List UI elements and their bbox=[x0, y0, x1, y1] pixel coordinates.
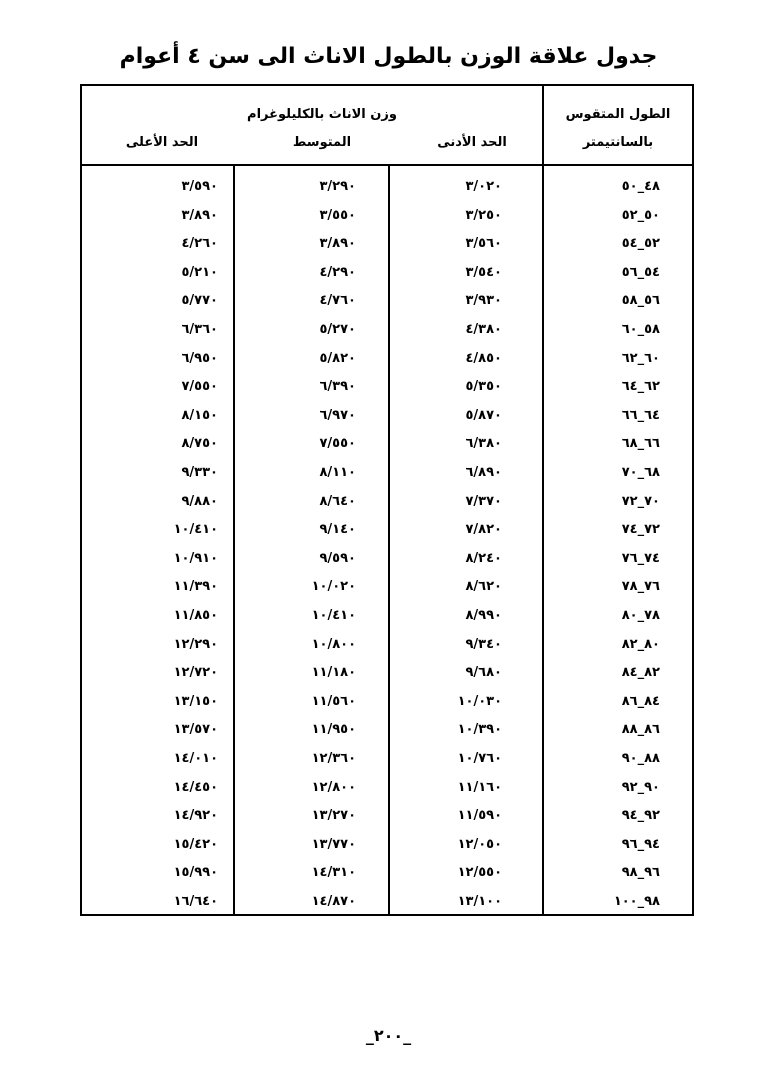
cell-avg: ١١/٥٦٠ bbox=[311, 693, 356, 709]
header-length-line2: بالسانتيمتر bbox=[582, 135, 654, 150]
cell-length: ٦٨_٧٠ bbox=[621, 465, 660, 480]
header-max: الحد الأعلى bbox=[125, 135, 199, 150]
cell-avg: ٦/٩٧٠ bbox=[319, 407, 356, 423]
cell-avg: ١٢/٨٠٠ bbox=[311, 779, 356, 795]
cell-max: ٦/٣٦٠ bbox=[181, 322, 218, 337]
cell-avg: ٣/٨٩٠ bbox=[319, 236, 356, 252]
cell-avg: ١١/١٨٠ bbox=[311, 665, 356, 681]
cell-max: ١٥/٩٩٠ bbox=[173, 865, 218, 881]
cell-max: ٥/٢١٠ bbox=[181, 264, 218, 280]
cell-max: ١١/٣٩٠ bbox=[173, 579, 218, 595]
cell-max: ١٣/١٥٠ bbox=[173, 693, 218, 709]
cell-min: ١٣/١٠٠ bbox=[457, 894, 502, 909]
cell-min: ٨/٢٤٠ bbox=[465, 550, 502, 566]
cell-min: ٧/٨٢٠ bbox=[465, 522, 502, 538]
cell-max: ٦/٩٥٠ bbox=[181, 350, 218, 366]
cell-length: ٧٦_٧٨ bbox=[621, 579, 660, 595]
cell-length: ٧٢_٧٤ bbox=[621, 522, 660, 538]
cell-min: ٣/٠٢٠ bbox=[465, 179, 502, 194]
cell-max: ٩/٣٣٠ bbox=[181, 465, 218, 480]
cell-length: ٦٢_٦٤ bbox=[621, 379, 660, 395]
cell-length: ٩٠_٩٢ bbox=[621, 779, 660, 795]
cell-min: ٣/٥٤٠ bbox=[465, 264, 502, 280]
cell-avg: ٨/١١٠ bbox=[319, 465, 356, 480]
cell-length: ٦٠_٦٢ bbox=[621, 350, 660, 366]
header-divider bbox=[82, 164, 692, 166]
cell-max: ٣/٨٩٠ bbox=[181, 207, 218, 223]
cell-min: ٦/٨٩٠ bbox=[465, 465, 502, 480]
cell-max: ١٢/٢٩٠ bbox=[173, 636, 218, 652]
cell-max: ١٤/٠١٠ bbox=[173, 751, 218, 766]
cell-length: ٨٦_٨٨ bbox=[621, 722, 660, 738]
cell-length: ٥٠_٥٢ bbox=[621, 207, 660, 223]
cell-min: ٩/٣٤٠ bbox=[465, 636, 502, 652]
cell-max: ١٤/٤٥٠ bbox=[173, 779, 218, 795]
page-title: جدول علاقة الوزن بالطول الاناث الى سن ٤ أعوام bbox=[119, 44, 658, 69]
header-avg: المتوسط bbox=[292, 135, 352, 150]
cell-length: ٥٤_٥٦ bbox=[621, 264, 660, 280]
cell-max: ١٠/٩١٠ bbox=[173, 550, 218, 566]
cell-min: ٨/٩٩٠ bbox=[465, 608, 502, 623]
divider-length-column bbox=[542, 86, 544, 914]
cell-max: ٨/١٥٠ bbox=[181, 407, 218, 423]
cell-avg: ٩/٥٩٠ bbox=[319, 550, 356, 566]
cell-length: ٧٤_٧٦ bbox=[621, 550, 660, 566]
weight-length-table bbox=[80, 84, 694, 916]
cell-length: ٩٨_١٠٠ bbox=[613, 894, 660, 909]
cell-min: ١٢/٠٥٠ bbox=[457, 836, 502, 852]
cell-avg: ٤/٧٦٠ bbox=[319, 293, 356, 309]
cell-min: ٧/٣٧٠ bbox=[465, 493, 502, 509]
cell-length: ٦٤_٦٦ bbox=[621, 407, 660, 423]
cell-length: ٧٠_٧٢ bbox=[621, 493, 660, 509]
cell-min: ٦/٣٨٠ bbox=[465, 436, 502, 452]
cell-length: ٩٦_٩٨ bbox=[621, 865, 660, 881]
cell-max: ١٣/٥٧٠ bbox=[173, 722, 218, 738]
page-number: _٢٠٠_ bbox=[365, 1026, 412, 1045]
cell-avg: ١٣/٢٧٠ bbox=[311, 808, 356, 824]
divider-min-avg bbox=[388, 166, 390, 914]
cell-avg: ١٢/٣٦٠ bbox=[311, 751, 356, 766]
cell-length: ٨٨_٩٠ bbox=[621, 751, 660, 766]
cell-length: ٧٨_٨٠ bbox=[621, 608, 660, 623]
cell-avg: ٧/٥٥٠ bbox=[319, 436, 356, 452]
cell-max: ٧/٥٥٠ bbox=[181, 379, 218, 395]
cell-min: ١١/١٦٠ bbox=[457, 779, 502, 795]
cell-min: ٥/٨٧٠ bbox=[465, 407, 502, 423]
cell-avg: ١٤/٣١٠ bbox=[311, 865, 356, 881]
cell-min: ١٠/٠٣٠ bbox=[457, 693, 502, 709]
header-min: الحد الأدنى bbox=[437, 135, 507, 150]
cell-avg: ٣/٢٩٠ bbox=[319, 179, 356, 194]
cell-min: ٨/٦٢٠ bbox=[465, 579, 502, 595]
cell-avg: ٨/٦٤٠ bbox=[319, 493, 356, 509]
cell-max: ٨/٧٥٠ bbox=[181, 436, 218, 452]
cell-min: ٤/٣٨٠ bbox=[465, 322, 502, 337]
cell-avg: ٩/١٤٠ bbox=[319, 522, 356, 538]
cell-min: ١٢/٥٥٠ bbox=[457, 865, 502, 881]
cell-length: ٩٢_٩٤ bbox=[621, 808, 660, 824]
cell-avg: ٥/٨٢٠ bbox=[319, 350, 356, 366]
cell-avg: ١٣/٧٧٠ bbox=[311, 836, 356, 852]
cell-max: ٣/٥٩٠ bbox=[181, 179, 218, 194]
cell-length: ٩٤_٩٦ bbox=[621, 836, 660, 852]
cell-length: ٥٦_٥٨ bbox=[621, 293, 660, 309]
cell-length: ٨٤_٨٦ bbox=[621, 693, 660, 709]
cell-min: ٣/٢٥٠ bbox=[465, 207, 502, 223]
cell-min: ١٠/٣٩٠ bbox=[457, 722, 502, 738]
cell-avg: ٥/٢٧٠ bbox=[319, 322, 356, 337]
header-length-line1: الطول المتقوس bbox=[565, 107, 671, 122]
cell-max: ١٤/٩٢٠ bbox=[173, 808, 218, 824]
cell-avg: ١١/٩٥٠ bbox=[311, 722, 356, 738]
cell-avg: ٤/٢٩٠ bbox=[319, 264, 356, 280]
cell-avg: ١٠/٤١٠ bbox=[311, 608, 356, 623]
cell-avg: ١٠/٠٢٠ bbox=[311, 579, 356, 595]
cell-length: ٥٨_٦٠ bbox=[621, 322, 660, 337]
cell-max: ١٦/٦٤٠ bbox=[173, 894, 218, 909]
cell-max: ٤/٢٦٠ bbox=[181, 236, 218, 252]
cell-length: ٨٢_٨٤ bbox=[621, 665, 660, 681]
cell-min: ٣/٥٦٠ bbox=[465, 236, 502, 252]
cell-length: ٤٨_٥٠ bbox=[621, 179, 660, 194]
cell-avg: ١٠/٨٠٠ bbox=[311, 636, 356, 652]
cell-length: ٨٠_٨٢ bbox=[621, 636, 660, 652]
divider-avg-max bbox=[233, 166, 235, 914]
cell-min: ٣/٩٣٠ bbox=[465, 293, 502, 309]
cell-min: ٥/٣٥٠ bbox=[465, 379, 502, 395]
cell-min: ١١/٥٩٠ bbox=[457, 808, 502, 824]
cell-max: ١٠/٤١٠ bbox=[173, 522, 218, 538]
cell-min: ٩/٦٨٠ bbox=[465, 665, 502, 681]
cell-avg: ٣/٥٥٠ bbox=[319, 207, 356, 223]
cell-min: ١٠/٧٦٠ bbox=[457, 751, 502, 766]
cell-max: ٥/٧٧٠ bbox=[181, 293, 218, 309]
cell-length: ٦٦_٦٨ bbox=[621, 436, 660, 452]
cell-max: ١٥/٤٢٠ bbox=[173, 836, 218, 852]
cell-max: ١٢/٧٢٠ bbox=[173, 665, 218, 681]
cell-min: ٤/٨٥٠ bbox=[465, 350, 502, 366]
cell-max: ٩/٨٨٠ bbox=[181, 493, 218, 509]
header-weight-group: وزن الاناث بالكليلوغرام bbox=[247, 107, 397, 122]
cell-max: ١١/٨٥٠ bbox=[173, 608, 218, 623]
cell-avg: ٦/٣٩٠ bbox=[319, 379, 356, 395]
cell-avg: ١٤/٨٧٠ bbox=[311, 894, 356, 909]
cell-length: ٥٢_٥٤ bbox=[621, 236, 660, 252]
